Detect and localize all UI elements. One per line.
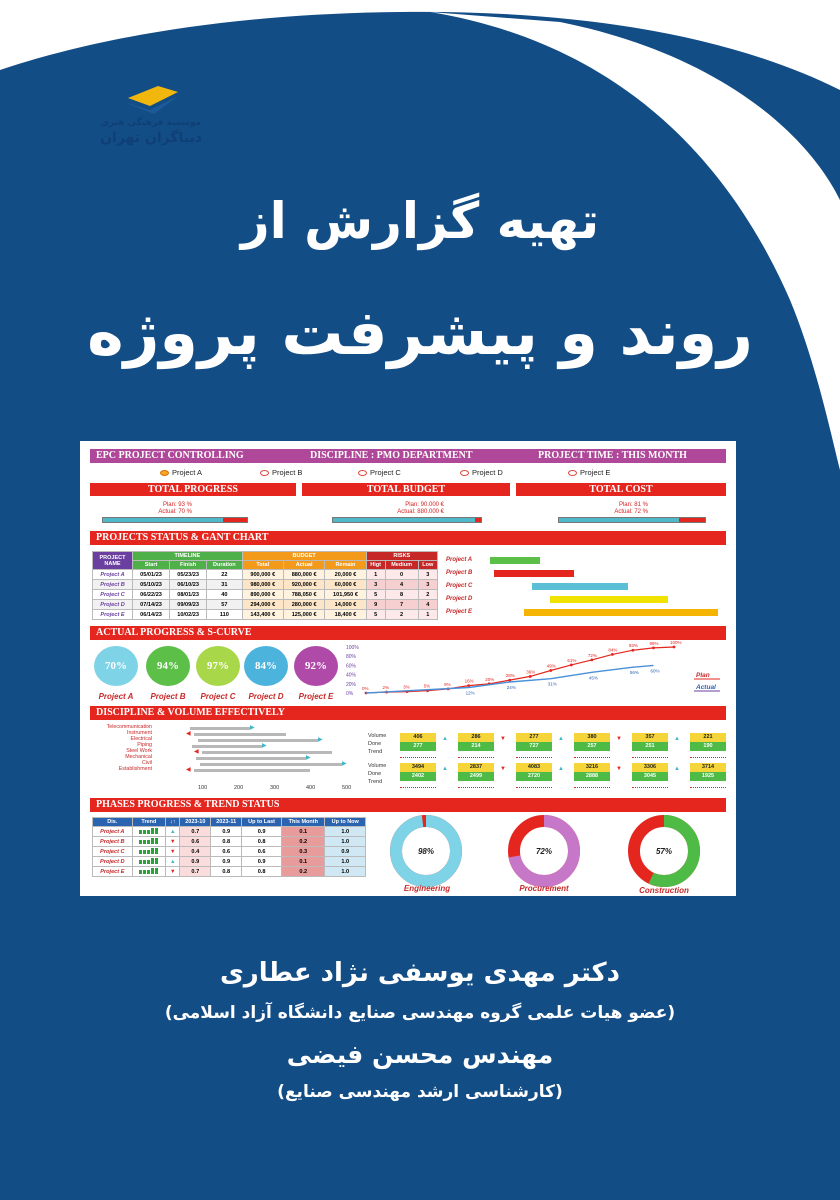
circle-label: Project D [248, 692, 284, 701]
legend-marker-icon [568, 470, 577, 476]
volume-value: 2837 [458, 763, 494, 772]
trend-sparkbar [132, 857, 166, 867]
volume-value: 3306 [632, 763, 668, 772]
y-tick-label: 20% [346, 681, 357, 688]
dashboard-image [80, 441, 736, 896]
done-value: 727 [516, 742, 552, 751]
progress-circle: 97% [196, 646, 240, 686]
done-value: 277 [400, 742, 436, 751]
actual-data-label: 12% [465, 690, 475, 696]
table-row: Project C ▼ 0.4 0.6 0.6 0.3 0.9 [93, 847, 366, 857]
axis-tick-label: 500 [342, 785, 352, 791]
discipline-label: Steel Work [126, 748, 152, 754]
volume-value: 380 [574, 733, 610, 742]
volume-row-label: Done [368, 741, 382, 747]
trend-sparkbar [132, 827, 166, 837]
trend-sparkline [690, 783, 726, 788]
arrow-down-icon: ▼ [166, 867, 180, 877]
discipline-bar [190, 727, 250, 730]
discipline-bar [194, 733, 286, 736]
plan-data-label: 16% [464, 678, 474, 684]
donut-value: 72% [535, 847, 553, 856]
volume-value: 357 [632, 733, 668, 742]
arrow-up-icon: ▲ [558, 736, 564, 742]
donut-label: Engineering [403, 884, 451, 893]
author-2-affiliation: (کارشناسی ارشد مهندسی صنایع) [277, 1082, 563, 1102]
donut-value: 57% [655, 847, 673, 856]
kpi-progress-bar [332, 517, 482, 523]
plan-data-label: 98% [649, 640, 659, 646]
s-curve-legend: Plan [696, 672, 710, 679]
trend-sparkline [400, 783, 436, 788]
plan-point [508, 679, 511, 682]
kpi-progress-bar [558, 517, 706, 523]
gantt-label: Project C [446, 583, 473, 589]
trend-sparkline [574, 783, 610, 788]
circle-label: Project A [98, 692, 134, 701]
publisher-logo-icon [120, 80, 182, 114]
table-row: Project E ▼ 0.7 0.8 0.8 0.2 1.0 [93, 867, 366, 877]
arrow-down-icon: ▼ [500, 766, 506, 772]
kpi-actual: Actual: 70 % [158, 509, 192, 515]
y-tick-label: 60% [346, 663, 357, 670]
discipline-bar [202, 751, 332, 754]
y-tick-label: 80% [346, 654, 357, 661]
section-status: PROJECTS STATUS & GANT CHART [90, 531, 726, 545]
plan-data-label: 84% [608, 647, 618, 653]
plan-data-label: 36% [526, 669, 536, 675]
actual-data-label: 56% [629, 670, 639, 676]
arrow-left-icon: ◀ [186, 731, 191, 737]
kpi-title: TOTAL PROGRESS [90, 483, 296, 496]
header-left: EPC PROJECT CONTROLLING [96, 450, 244, 461]
legend-item: Project E [568, 468, 610, 477]
arrow-right-icon: ▶ [250, 725, 255, 731]
gantt-bar [532, 583, 628, 590]
table-row: Project B ▼ 0.6 0.8 0.8 0.2 1.0 [93, 837, 366, 847]
volume-row-label: Trend [368, 749, 383, 755]
plan-point [570, 664, 573, 667]
arrow-up-icon: ▲ [442, 766, 448, 772]
discipline-bar [200, 763, 342, 766]
trend-sparkline [516, 783, 552, 788]
donut-value: 98% [417, 847, 435, 856]
plan-data-label: 9% [444, 681, 451, 687]
volume-row-label: Trend [368, 779, 383, 785]
trend-sparkline [400, 753, 436, 758]
done-value: 1925 [690, 772, 726, 781]
done-value: 3045 [632, 772, 668, 781]
done-value: 214 [458, 742, 494, 751]
volume-row-label: Volume [368, 733, 387, 739]
author-1-name: دکتر مهدی یوسفی نژاد عطاری [219, 958, 621, 988]
progress-circle: 70% [94, 646, 138, 686]
done-value: 2720 [516, 772, 552, 781]
volume-value: 3714 [690, 763, 726, 772]
plan-point [673, 646, 676, 649]
s-curve-legend: Actual [696, 684, 716, 691]
discipline-label: Mechanical [125, 754, 152, 760]
circle-label: Project B [150, 692, 186, 701]
arrow-right-icon: ▶ [342, 761, 347, 767]
plan-data-label: 93% [628, 643, 638, 649]
arrow-left-icon: ◀ [194, 749, 199, 755]
author-1-affiliation: (عضو هیات علمی گروه مهندسی صنایع دانشگاه آزاد اسلامی) [164, 1003, 676, 1023]
gantt-label: Project D [446, 596, 473, 602]
arrow-left-icon: ◀ [186, 767, 191, 773]
arrow-down-icon: ▼ [500, 736, 506, 742]
legend-item: Project C [358, 468, 401, 477]
s-curve-chart [344, 640, 724, 703]
volume-value: 277 [516, 733, 552, 742]
phases-table: Dis. Trend ↓↑ 2023-10 2023-11 Up to Last This Month Up to Now Project A ▲ 0.7 0.9 0.9 0.1 1.0 Project B ▼ 0.6 0.8 0.8 0.2 1.0 Project C ▼ 0.4 0.6 0.6 0.3 0.9 Project D ▲ 0.9 0.9 0.9 0.1 1.0 Project E ▼ 0.7 0.8 0.8 0.2 1.0 [92, 817, 366, 877]
plan-point [632, 649, 635, 652]
kpi-plan: Plan: 90.000 € [405, 502, 444, 508]
plan-line [366, 647, 674, 696]
arrow-up-icon: ▲ [674, 736, 680, 742]
legend-item: Project B [260, 468, 302, 477]
arrow-up-icon: ▲ [442, 736, 448, 742]
author-2-name: مهندس محسن فیضی [286, 1040, 554, 1069]
gantt-bar [550, 596, 668, 603]
discipline-bar [194, 769, 310, 772]
actual-data-label: 60% [650, 668, 660, 674]
volume-value: 286 [458, 733, 494, 742]
plan-data-label: 0% [362, 686, 369, 691]
done-value: 2888 [574, 772, 610, 781]
arrow-up-icon: ▲ [674, 766, 680, 772]
trend-sparkbar [132, 847, 166, 857]
th-timeline: TIMELINE [133, 552, 243, 561]
discipline-bar [196, 757, 306, 760]
arrow-up-icon: ▲ [166, 827, 180, 837]
table-row: Project C 06/22/23 08/01/23 40 890,000 € 788,050 € 101,950 € 5 8 2 [93, 590, 438, 600]
volume-value: 3494 [400, 763, 436, 772]
kpi-plan: Plan: 93 % [162, 502, 192, 508]
table-row: Project A ▲ 0.7 0.9 0.9 0.1 1.0 [93, 827, 366, 837]
axis-tick-label: 100 [198, 785, 208, 791]
volume-value: 3216 [574, 763, 610, 772]
th-risks: RISKS [366, 552, 437, 561]
trend-sparkline [690, 753, 726, 758]
publisher-line1: موسسه فرهنگی هنری [100, 118, 202, 128]
table-row: Project B 05/10/23 06/10/23 31 980,000 € 920,000 € 60,000 € 3 4 3 [93, 580, 438, 590]
gantt-label: Project E [446, 609, 473, 615]
actual-data-label: 45% [588, 675, 598, 681]
trend-sparkline [458, 783, 494, 788]
volume-value: 221 [690, 733, 726, 742]
gantt-bar [524, 609, 718, 616]
discipline-label: Establishment [118, 766, 152, 772]
arrow-right-icon: ▶ [262, 743, 267, 749]
discipline-label: Telecommunication [106, 724, 152, 730]
publisher-logo-block [96, 80, 206, 146]
arrow-down-icon: ▼ [166, 837, 180, 847]
done-value: 2499 [458, 772, 494, 781]
section-scurve: ACTUAL PROGRESS & S-CURVE [90, 626, 726, 640]
header-center: DISCIPLINE : PMO DEPARTMENT [310, 450, 473, 461]
done-value: 2402 [400, 772, 436, 781]
kpi-title: TOTAL COST [516, 483, 726, 496]
th-project: PROJECT NAME [93, 552, 133, 570]
kpi-actual: Actual: 72 % [614, 509, 648, 515]
plan-point [590, 658, 593, 661]
plan-point [529, 675, 532, 678]
table-row: Project D 07/14/23 09/09/23 57 294,000 € 280,000 € 14,000 € 9 7 4 [93, 600, 438, 610]
plan-data-label: 61% [567, 657, 577, 663]
arrow-down-icon: ▼ [166, 847, 180, 857]
plan-data-label: 3% [403, 684, 410, 690]
plan-point [652, 647, 655, 650]
plan-point [549, 669, 552, 672]
arrow-up-icon: ▲ [166, 857, 180, 867]
volume-row-label: Volume [368, 763, 387, 769]
gantt-bar [490, 557, 540, 564]
trend-sparkline [632, 783, 668, 788]
table-row: Project D ▲ 0.9 0.9 0.9 0.1 1.0 [93, 857, 366, 867]
kpi-progress-bar [102, 517, 248, 523]
plan-data-label: 20% [485, 676, 495, 682]
kpi-title: TOTAL BUDGET [302, 483, 510, 496]
gantt-label: Project B [446, 570, 473, 576]
done-value: 251 [632, 742, 668, 751]
arrow-right-icon: ▶ [306, 755, 311, 761]
table-row: Project A 05/01/23 05/23/23 22 900,000 € 880,000 € 20,000 € 1 0 3 [93, 570, 438, 580]
legend-marker-icon [260, 470, 269, 476]
legend-item: Project A [160, 468, 202, 477]
discipline-label: Instrument [126, 730, 152, 736]
volume-value: 406 [400, 733, 436, 742]
arrow-right-icon: ▶ [318, 737, 323, 743]
trend-sparkline [632, 753, 668, 758]
actual-data-label: 24% [506, 684, 516, 690]
section-phases: PHASES PROGRESS & TREND STATUS [90, 798, 726, 812]
donut-label: Procurement [519, 884, 569, 893]
circle-label: Project E [298, 692, 334, 701]
section-discipline: DISCIPLINE & VOLUME EFFECTIVELY [90, 706, 726, 720]
kpi-plan: Plan: 81 % [618, 502, 648, 508]
circle-label: Project C [200, 692, 236, 701]
discipline-bar [192, 745, 262, 748]
trend-sparkbar [132, 867, 166, 877]
axis-tick-label: 400 [306, 785, 316, 791]
plan-point [611, 653, 614, 656]
volume-row-label: Done [368, 771, 382, 777]
trend-sparkbar [132, 837, 166, 847]
plan-data-label: 2% [382, 685, 390, 691]
done-value: 257 [574, 742, 610, 751]
progress-circle: 94% [146, 646, 190, 686]
trend-sparkline [574, 753, 610, 758]
plan-data-label: 100% [670, 640, 682, 645]
th-budget: BUDGET [242, 552, 366, 561]
axis-tick-label: 300 [270, 785, 280, 791]
discipline-label: Civil [141, 760, 152, 766]
plan-data-label: 49% [546, 663, 556, 669]
gantt-bar [494, 570, 574, 577]
arrow-up-icon: ▲ [558, 766, 564, 772]
y-tick-label: 0% [346, 691, 354, 697]
legend-marker-icon [358, 470, 367, 476]
volume-value: 4083 [516, 763, 552, 772]
discipline-label: Piping [137, 742, 152, 748]
progress-circle: 92% [294, 646, 338, 686]
y-tick-label: 40% [346, 672, 357, 679]
discipline-bar [198, 739, 318, 742]
gantt-label: Project A [446, 557, 473, 563]
kpi-actual: Actual: 880.000 € [397, 509, 444, 515]
legend-item: Project D [460, 468, 503, 477]
dashboard-header [90, 449, 726, 463]
title-line2: روند و پیشرفت پروژه [87, 296, 753, 369]
discipline-label: Electrical [130, 736, 152, 742]
arrow-down-icon: ▼ [616, 766, 622, 772]
donut-label: Construction [639, 886, 689, 895]
axis-tick-label: 200 [234, 785, 244, 791]
trend-sparkline [516, 753, 552, 758]
status-table: PROJECT NAME TIMELINE BUDGET RISKS Start Finish Duration Total Actual Remain Higt Medium Low Project A 05/01/23 05/23/23 22 900,000 € 880,000 € 20,000 € 1 0 3 Project B 05/10/23 06/10/23 31 980,000 € 920,000 € 60,000 € 3 4 3 Project C 06/22/23 08/01/23 40 890,000 € 788,050 € 101,950 € 5 8 2 Project D 07/14/23 09/09/23 57 294,000 € 280,000 € 14,000 € 9 7 4 Project E 06/14/23 10/02/23 110 143,400 € 125,000 € 18,400 € 5 2 1 [92, 551, 438, 620]
plan-point [467, 684, 470, 687]
title-line1: تهیه گزارش از [240, 192, 600, 250]
plan-data-label: 28% [505, 673, 515, 679]
y-tick-label: 100% [346, 645, 359, 651]
legend-marker-icon [460, 470, 469, 476]
header-right: PROJECT TIME : THIS MONTH [538, 450, 687, 461]
plan-data-label: 5% [423, 683, 431, 689]
done-value: 190 [690, 742, 726, 751]
legend-marker-icon [160, 470, 169, 476]
trend-sparkline [458, 753, 494, 758]
publisher-line2: دیباگران تهران [100, 130, 202, 146]
table-row: Project E 06/14/23 10/02/23 110 143,400 € 125,000 € 18,400 € 5 2 1 [93, 610, 438, 620]
progress-circle: 84% [244, 646, 288, 686]
plan-data-label: 72% [587, 652, 597, 658]
actual-data-label: 31% [547, 681, 557, 687]
arrow-down-icon: ▼ [616, 736, 622, 742]
